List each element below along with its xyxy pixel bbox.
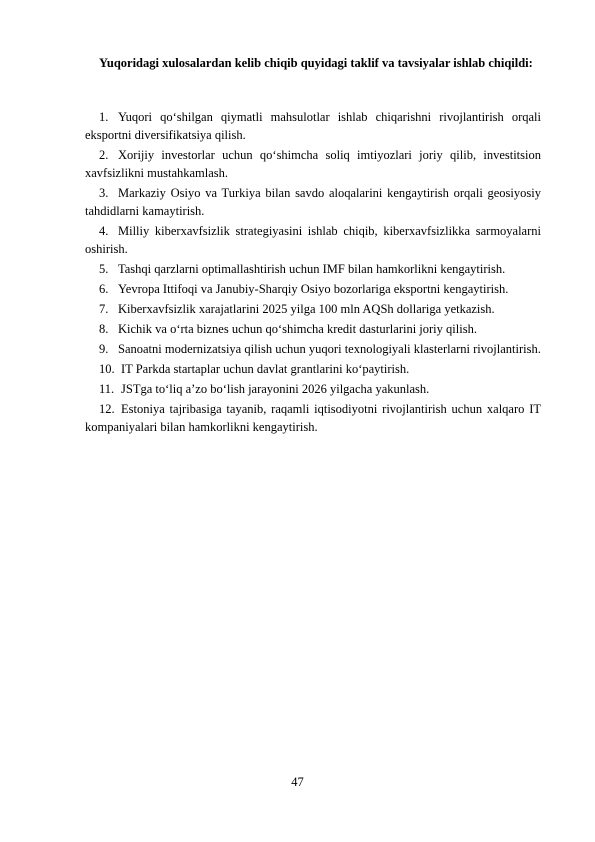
list-item-text: IT Parkda startaplar uchun davlat grantlarini ko‘paytirish. <box>121 362 410 376</box>
list-item-text: JSTga to‘liq a’zo bo‘lish jarayonini 2026 yilgacha yakunlash. <box>121 382 430 396</box>
list-item-number: 9. <box>99 342 109 356</box>
list-item-number: 2. <box>99 148 109 162</box>
list-item <box>85 360 541 378</box>
list-item-text: Yuqori qo‘shilgan qiymatli mahsulotlar ishlab chiqarishni rivojlantirish orqali eksportni diversifikatsiya qilish. <box>85 110 541 142</box>
list-item <box>85 320 541 338</box>
list-item-number: 3. <box>99 186 109 200</box>
list-item-number: 11. <box>99 382 115 396</box>
list-item <box>85 222 541 258</box>
list-item-text: Sanoatni modernizatsiya qilish uchun yuqori texnologiyali klasterlarni rivojlantirish. <box>118 342 541 356</box>
list-item <box>85 108 541 144</box>
list-item-text: Kiberxavfsizlik xarajatlarini 2025 yilga 100 mln AQSh dollariga yetkazish. <box>118 302 495 316</box>
list-item-text: Markaziy Osiyo va Turkiya bilan savdo aloqalarini kengaytirish orqali geosiyosiy tahdidlarni kamaytirish. <box>85 186 541 218</box>
list-item-text: Kichik va o‘rta biznes uchun qo‘shimcha kredit dasturlarini joriy qilish. <box>118 322 477 336</box>
list-item-text: Tashqi qarzlarni optimallashtirish uchun IMF bilan hamkorlikni kengaytirish. <box>118 262 506 276</box>
list-item <box>85 400 541 436</box>
list-item <box>85 184 541 220</box>
list-item <box>85 300 541 318</box>
list-item-text: Yevropa Ittifoqi va Janubiy-Sharqiy Osiyo bozorlariga eksportni kengaytirish. <box>118 282 509 296</box>
list-item-text: Estoniya tajribasiga tayanib, raqamli iqtisodiyotni rivojlantirish uchun xalqaro IT kompaniyalari bilan hamkorlikni kengaytirish. <box>85 402 541 434</box>
list-item <box>85 260 541 278</box>
list-item <box>85 340 541 358</box>
list-item <box>85 146 541 182</box>
list-item-number: 6. <box>99 282 109 296</box>
recommendations-list <box>85 108 541 438</box>
section-heading: Yuqoridagi xulosalardan kelib chiqib quyidagi taklif va tavsiyalar ishlab chiqildi: <box>99 56 533 70</box>
list-item-number: 1. <box>99 110 109 124</box>
list-item-text: Xorijiy investorlar uchun qo‘shimcha soliq imtiyozlari joriy qilib, investitsion xavfsizlikni mustahkamlash. <box>85 148 541 180</box>
list-item-number: 5. <box>99 262 109 276</box>
list-item <box>85 380 541 398</box>
list-item <box>85 280 541 298</box>
page-number: 47 <box>291 775 304 789</box>
list-item-text: Milliy kiberxavfsizlik strategiyasini ishlab chiqib, kiberxavfsizlikka sarmoyalarni oshirish. <box>85 224 541 256</box>
list-item-number: 12. <box>99 402 115 416</box>
list-item-number: 8. <box>99 322 109 336</box>
list-item-number: 10. <box>99 362 115 376</box>
list-item-number: 4. <box>99 224 109 238</box>
list-item-number: 7. <box>99 302 109 316</box>
